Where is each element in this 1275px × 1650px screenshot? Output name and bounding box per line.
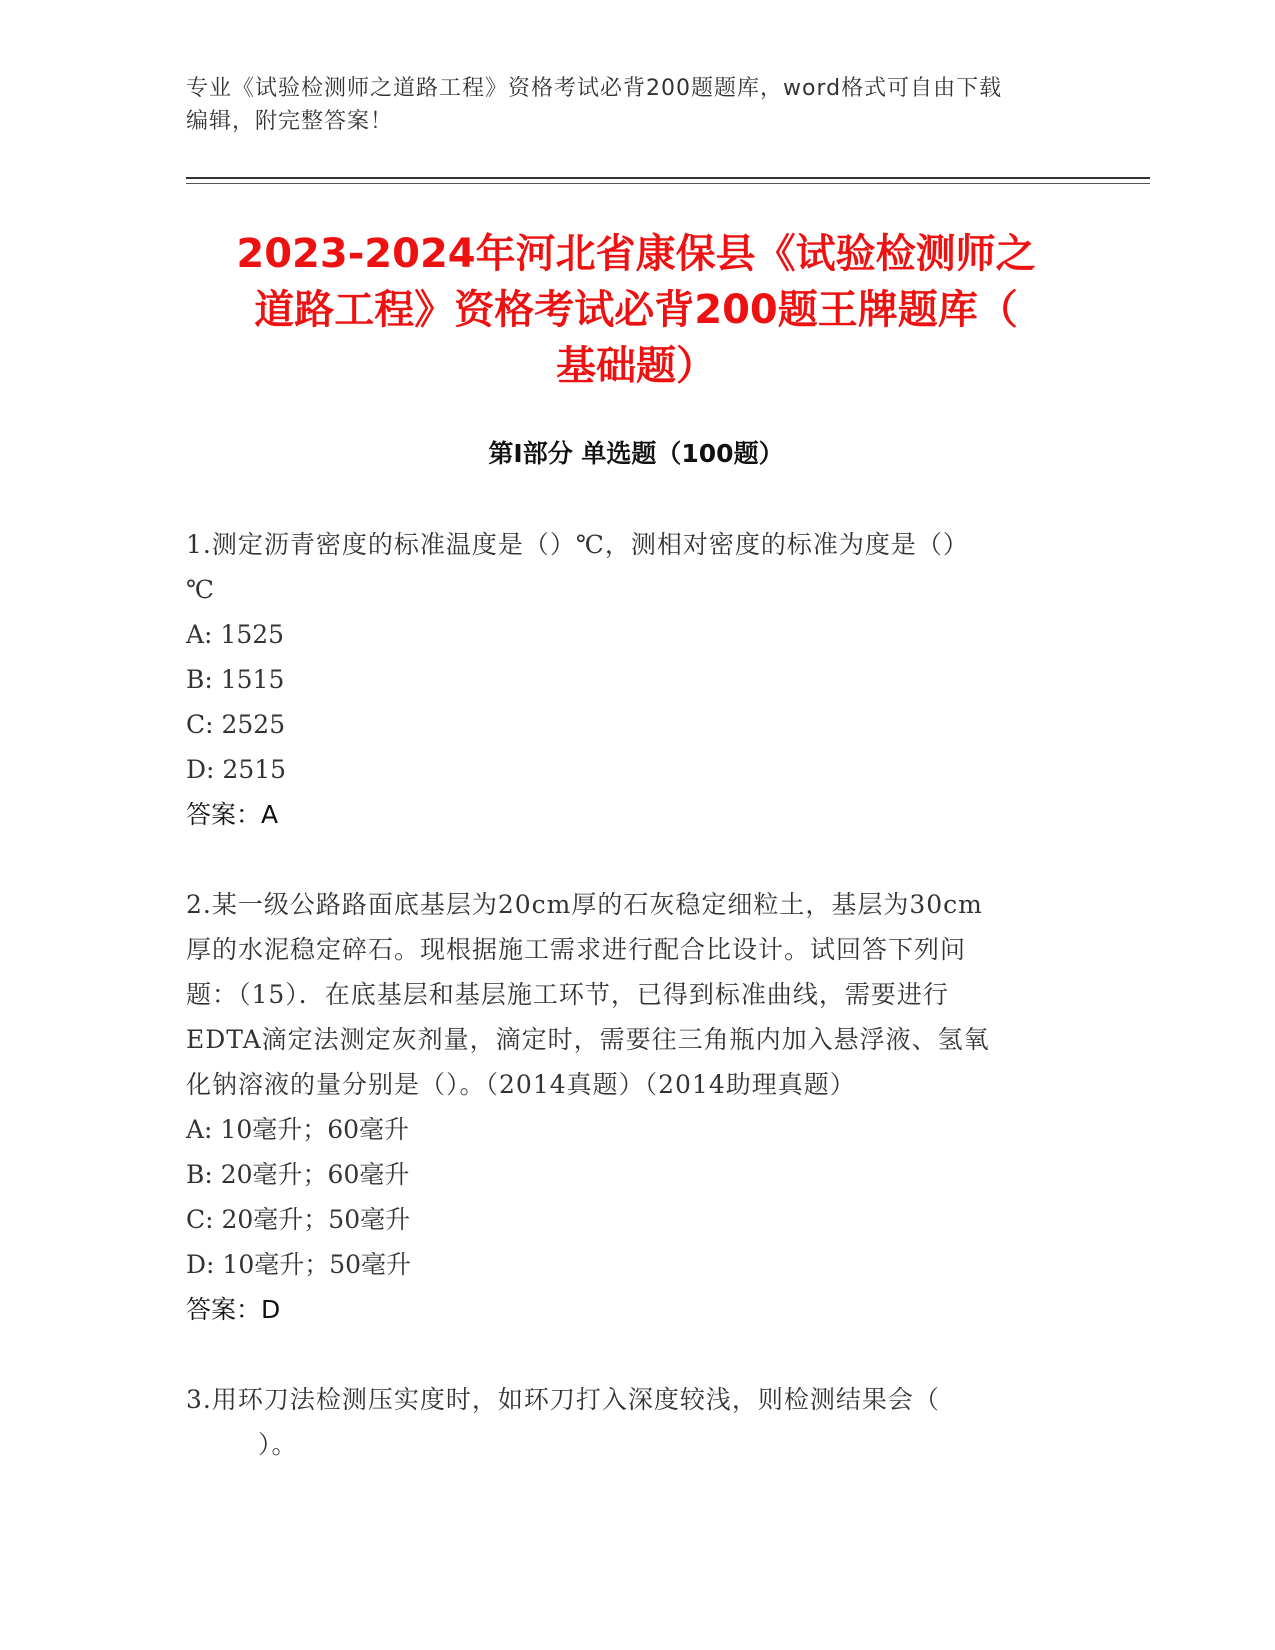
- header-divider-thick: [186, 177, 1150, 179]
- question-3: [186, 1377, 1066, 1467]
- header-divider-thin: [186, 183, 1150, 184]
- header-note-line-2: 编辑，附完整答案！: [186, 109, 394, 134]
- question-stem-line: ）。: [258, 1430, 298, 1459]
- answer: 答案：D: [186, 1295, 281, 1324]
- option-b: B: 1515: [186, 665, 285, 694]
- question-stem-line: 化钠溶液的量分别是（）。（2014真题）（2014助理真题）: [186, 1070, 856, 1099]
- option-d: D: 2515: [186, 755, 287, 784]
- document-title-line-3: 基础题）: [556, 343, 716, 389]
- header-note-line-1: 专业《试验检测师之道路工程》资格考试必背200题题库，word格式可自由下载: [186, 76, 1003, 101]
- document-title-line-1: 2023-2024年河北省康保县《试验检测师之: [236, 231, 1036, 277]
- header-note: [186, 72, 1066, 138]
- section-title: 第Ⅰ部分 单选题（100题）: [488, 439, 784, 468]
- question-stem-line: 3.用环刀法检测压实度时，如环刀打入深度较浅，则检测结果会（: [186, 1385, 940, 1414]
- document-title: [186, 226, 1086, 394]
- question-1: [186, 522, 1066, 837]
- question-stem-line: EDTA滴定法测定灰剂量，滴定时，需要往三角瓶内加入悬浮液、氢氧: [186, 1025, 990, 1054]
- option-d: D: 10毫升；50毫升: [186, 1250, 412, 1279]
- option-a: A: 10毫升；60毫升: [186, 1115, 410, 1144]
- option-b: B: 20毫升；60毫升: [186, 1160, 410, 1189]
- document-title-line-2: 道路工程》资格考试必背200题王牌题库（: [254, 287, 1018, 333]
- answer: 答案：A: [186, 800, 279, 829]
- question-stem-line: 厚的水泥稳定碎石。现根据施工需求进行配合比设计。试回答下列问: [186, 935, 967, 964]
- question-list: [186, 522, 1066, 1512]
- question-stem-line: 1.测定沥青密度的标准温度是（）℃，测相对密度的标准为度是（）: [186, 530, 969, 559]
- question-2: [186, 882, 1066, 1332]
- question-stem-line: 题：（15）．在底基层和基层施工环节，已得到标准曲线，需要进行: [186, 980, 949, 1009]
- option-c: C: 2525: [186, 710, 286, 739]
- question-stem-line: ℃: [186, 575, 215, 604]
- question-stem-line: 2.某一级公路路面底基层为20cm厚的石灰稳定细粒土，基层为30cm: [186, 890, 983, 919]
- option-c: C: 20毫升；50毫升: [186, 1205, 411, 1234]
- option-a: A: 1525: [186, 620, 285, 649]
